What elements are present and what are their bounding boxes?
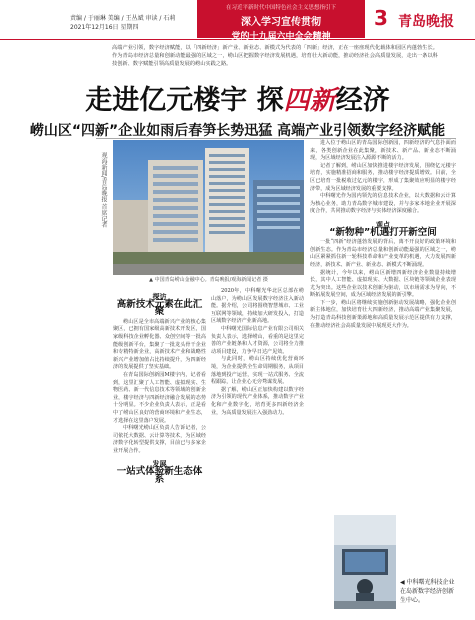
- headline-accent: 四新: [283, 86, 336, 116]
- paragraph: 据了解，崂山区正加快构建以数字经济为引领的现代产业体系，推动数字产业化和产业数字化，培育更多四新经济企业，为高质量发展注入强劲动力。: [211, 386, 304, 416]
- section-heading-1: [113, 293, 206, 316]
- paragraph: 中科曙光作为国内领先的信息技术企业，以大数据和云计算为核心业务，助力青岛数字城市建设，并与多家本地企业开展深度合作，共同推动数字经济与实体经济深度融合。: [310, 193, 456, 215]
- paragraph: 中科曙光崂山区负责人告诉记者，公司依托大数据、云计算等技术，为区域经济数字化转型提供支撑，目前已与多家企业开展合作。: [113, 425, 206, 454]
- section-heading-2: [113, 460, 206, 483]
- paragraph: 在青岛国际创新园M楼宇内，记者看到，这里汇聚了人工智能、虚拟现实、生物医药、新一代信息技术等领域的创新企业，楼宇经济与四新经济融合发展的态势十分明显。不少企业负责人表示，正是看中了崂山区良好的营商环境和产业生态，才选择在这里落户发展。: [113, 371, 206, 424]
- section-title: 高新技术元素在此汇聚: [116, 298, 203, 318]
- office-photo-icon: [334, 515, 396, 609]
- secondary-photo-caption: ◀ 中科曙光科技企业在岛新数字经济创新生中心。: [400, 579, 455, 604]
- newspaper-logo: 青岛晚报: [398, 14, 454, 30]
- paragraph: 进入位于崂山区的青岛国际创新园，四新经济的气息扑面而来，各类创新企业在此集聚，新技术、新产品、新业态不断涌现，为区域经济发展注入源源不断的活力。: [310, 140, 456, 162]
- paragraph: 中科曙光国际信息产业有限公司相关负责人表示，选择崂山，看重的是这里完善的产业链条和人才资源，公司将全力推动项目建设，力争早日达产见效。: [211, 325, 304, 355]
- edition-info: [70, 14, 175, 32]
- page-header: [0, 0, 475, 40]
- column-c: [310, 140, 456, 330]
- date-line: 2021年12月16日 星期四: [70, 24, 139, 31]
- paragraph: 记者了解到，崂山区加快推进楼宇经济发展，围绕亿元楼宇培育，实施精准招商和服务，推动楼宇经济提质增效。目前，全区已培育一批税收过亿元的楼宇，形成了集聚效应明显的楼宇经济带，成为区域经济发展的重要支撑。: [310, 162, 456, 192]
- headline-part-1: 走进亿元楼宇 探: [85, 85, 284, 116]
- page-number: 3: [374, 6, 388, 30]
- secondary-photo: [334, 515, 396, 609]
- photo-caption: ▲ 中国青岛崂山金融中心。青岛晚报/观海新闻记者 摄: [149, 277, 268, 283]
- main-photo: [113, 140, 304, 275]
- column-b: [211, 288, 304, 417]
- column-a: [113, 288, 206, 486]
- headline-rule: [96, 138, 456, 139]
- paragraph: 下一步，崂山区将继续实施创新驱动发展战略，强化企业创新主体地位，加快培育壮大四新经济，推动高端产业集聚发展，为打造青岛科技创新策源地和高质量发展示范区提供有力支撑，在推动经济社会高质量发展中展现更大作为。: [310, 299, 456, 329]
- theme-banner: [197, 0, 365, 42]
- main-headline: [0, 78, 475, 117]
- banner-line-1: 在习近平新时代中国特色社会主义思想指引下: [225, 5, 336, 11]
- section-kicker: 发展: [152, 459, 167, 469]
- banner-line-2: 深入学习宣传贯彻: [241, 17, 321, 28]
- section-kicker: 观点: [376, 219, 390, 229]
- paragraph: 崂山区是全市高端新兴产业的核心集聚区，已拥有国家级高新技术开发区，国家级科技企业孵化器、众创空间等一批高能级创新平台，集聚了一批龙头骨干企业和专精特新企业，高新技术产业和战略性新兴产业增加值占比持续提升，为四新经济的发展提供了坚实基础。: [113, 318, 206, 371]
- headline-part-2: 经济: [335, 85, 390, 116]
- edition-line: 责编 / 于丽琳 美编 / 王丛斌 审读 / 石莉: [70, 15, 176, 22]
- section-title: “新物种”机遇打开新空间: [329, 226, 437, 238]
- section-kicker: 探访: [152, 292, 167, 301]
- subheadline: 崂山区“四新”企业如雨后春笋长势迅猛 高端产业引领数字经济赋能: [29, 123, 446, 139]
- paragraph: 2020年，中科曙光华北区总部在崂山落户，为崂山区发展数字经济注入新动能。据介绍，公司将围绕智慧城市、工业互联网等领域，持续加大研发投入，打造区域数字经济产业新高地。: [211, 288, 304, 325]
- paragraph: 据统计，今年以来，崂山区新增四新经济企业数量持续增长，其中人工智能、虚拟现实、大数据、区块链等领域企业表现尤为突出。这些企业以技术创新为驱动，以市场需求为导向，不断拓展发展空间，成为区域经济发展的新引擎。: [310, 269, 456, 299]
- banner-line-3: 党的十九届六中全会精神: [231, 32, 331, 42]
- lead-paragraph: 高端产业引领，数字经济赋能，以「四新经济」新产业、新业态、新模式为代表的「四新」经济，正在一座座现代化载体和园区内蓬勃生长。作为青岛市经济总量和创新动能最强的区域之一，崂山区把握数字经济发展机遇，培育壮大新动能，推动经济社会高质量发展，走出一条以科技创新、数字赋能引领高质量发展的崂山实践之路。: [112, 45, 438, 67]
- section-heading-3: [310, 221, 456, 236]
- section-title: 一站式体验新生态体系: [116, 466, 203, 485]
- paragraph: 一批“四新”经济蓬勃发展的背后，离不开良好的政策环境和创新生态。作为青岛市经济总量和创新动能最强的区域之一，崂山区紧紧抓住新一轮科技革命和产业变革的机遇，大力发展四新经济，新技术、新产业、新业态、新模式不断涌现。: [310, 239, 456, 268]
- building-photo-icon: [113, 140, 304, 275]
- byline-vertical: 观海新闻/青岛晚报 首席记者: [100, 152, 107, 228]
- paragraph: 与此同时，崂山区持续优化营商环境，为企业提供全生命周期服务，从项目落地到投产运营，实现一站式服务、全流程跟踪，让企业心无旁骛谋发展。: [211, 356, 304, 386]
